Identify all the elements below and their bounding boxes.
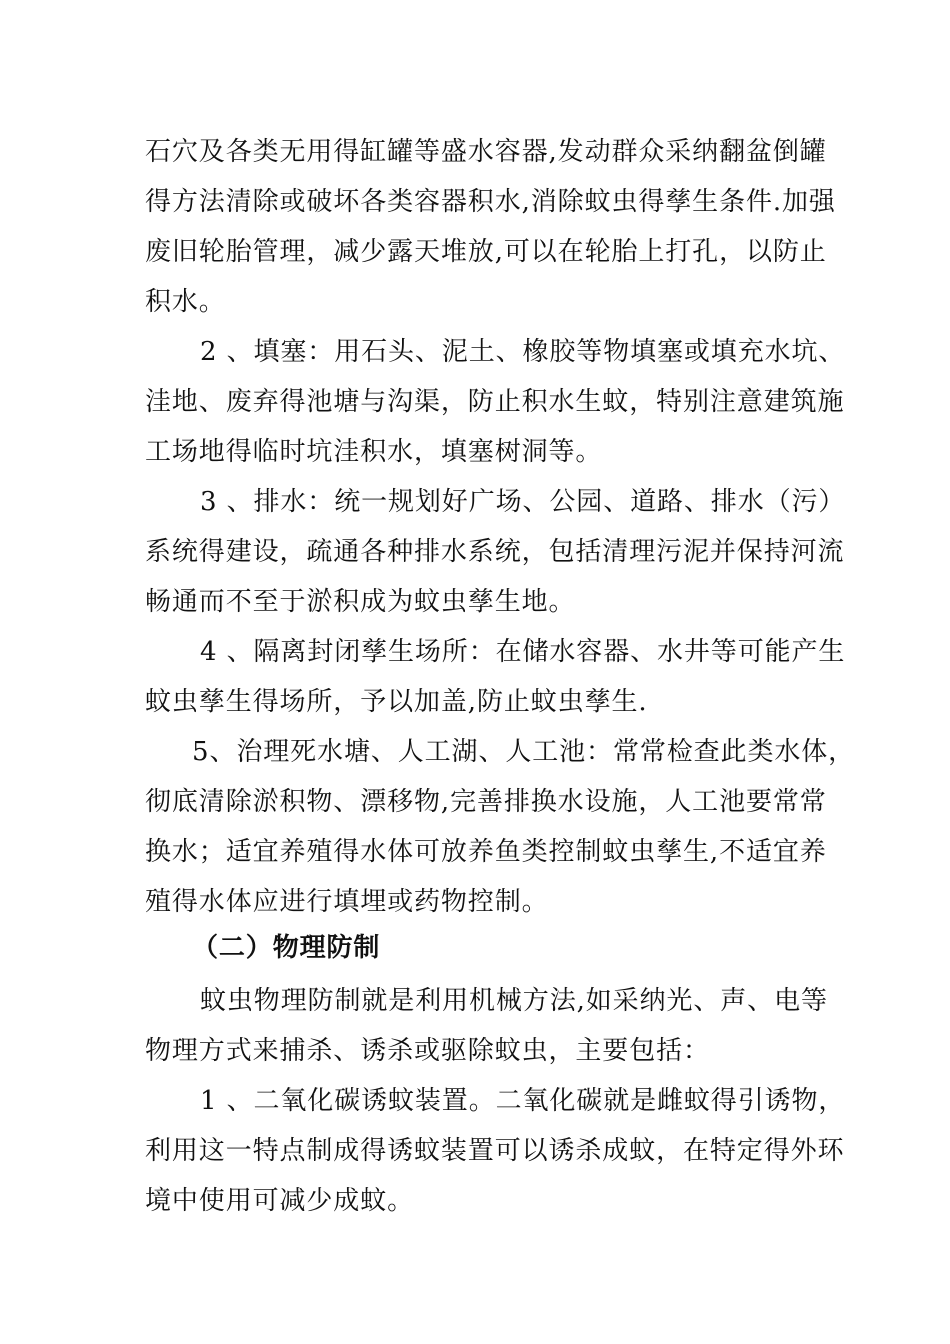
paragraph-line: 畅通而不至于淤积成为蚊虫孳生地。: [145, 587, 576, 617]
list-item-pond-management: 5、治理死水塘、人工湖、人工池：常常检查此类水体，: [192, 737, 856, 767]
paragraph-line: 石穴及各类无用得缸罐等盛水容器,发动群众采纳翻盆倒罐: [145, 137, 827, 167]
list-item-drainage: 3 、排水：统一规划好广场、公园、道路、排水（污）: [200, 487, 846, 517]
paragraph-line: 工场地得临时坑洼积水，填塞树洞等。: [145, 437, 603, 467]
list-item-isolation: 4 、隔离封闭孳生场所：在储水容器、水井等可能产生: [200, 637, 846, 667]
paragraph-line: 系统得建设，疏通各种排水系统，包括清理污泥并保持河流: [145, 537, 845, 567]
paragraph-line: 利用这一特点制成得诱蚊装置可以诱杀成蚊，在特定得外环: [145, 1136, 845, 1166]
paragraph-line: 物理方式来捕杀、诱杀或驱除蚊虫，主要包括：: [145, 1036, 710, 1066]
paragraph-line: 废旧轮胎管理，减少露天堆放,可以在轮胎上打孔，以防止: [145, 237, 827, 267]
paragraph-line: 蚊虫孳生得场所，予以加盖,防止蚊虫孳生.: [145, 687, 648, 717]
list-item-co2-trap: 1 、二氧化碳诱蚊装置。二氧化碳就是雌蚊得引诱物，: [200, 1086, 846, 1116]
list-item-fill: 2 、填塞：用石头、泥土、橡胶等物填塞或填充水坑、: [200, 337, 846, 367]
paragraph-line: 殖得水体应进行填埋或药物控制。: [145, 887, 549, 917]
paragraph-line: 积水。: [145, 287, 226, 317]
paragraph-line: 洼地、废弃得池塘与沟渠，防止积水生蚊，特别注意建筑施: [145, 387, 845, 417]
section-heading: （二）物理防制: [192, 933, 381, 963]
paragraph-line: 蚊虫物理防制就是利用机械方法,如采纳光、声、电等: [200, 986, 828, 1016]
paragraph-line: 彻底清除淤积物、漂移物,完善排换水设施，人工池要常常: [145, 787, 827, 817]
paragraph-line: 境中使用可减少成蚊。: [145, 1186, 415, 1216]
paragraph-line: 换水；适宜养殖得水体可放养鱼类控制蚊虫孳生,不适宜养: [145, 837, 827, 867]
paragraph-line: 得方法清除或破坏各类容器积水,消除蚊虫得孳生条件.加强: [145, 187, 836, 217]
